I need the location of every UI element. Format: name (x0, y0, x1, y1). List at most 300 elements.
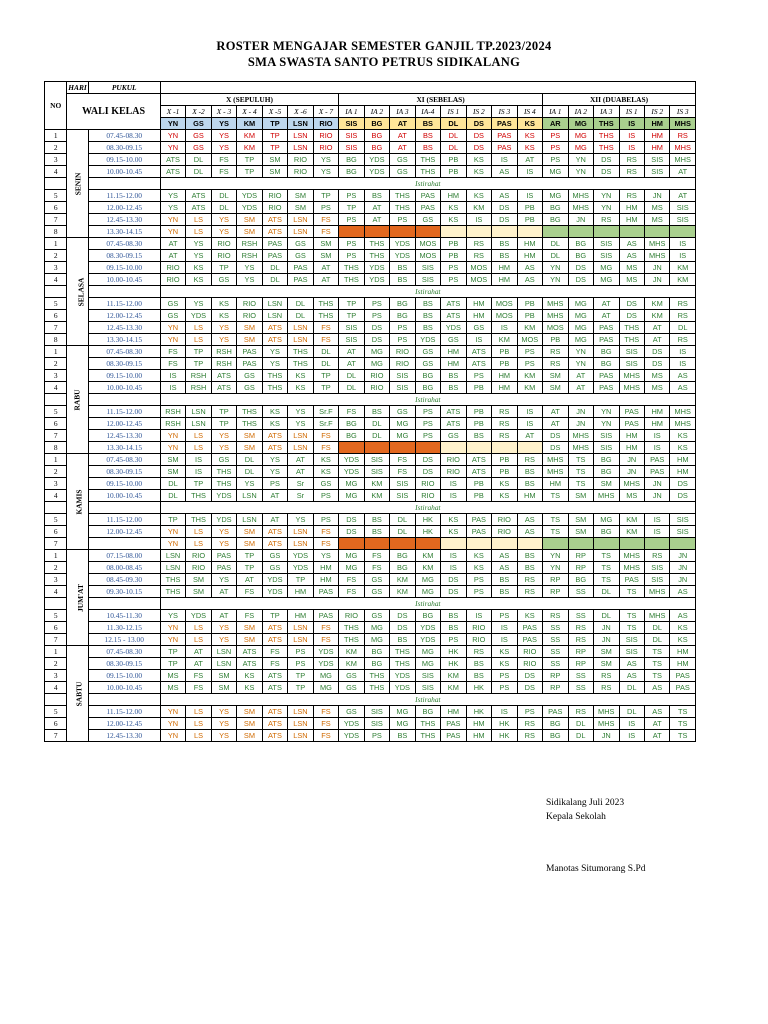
teacher-code: MHS (670, 406, 696, 418)
schedule-row (45, 478, 696, 490)
teacher-code: PAS (288, 274, 313, 286)
teacher-code: MG (313, 682, 338, 694)
teacher-code: PS (339, 190, 364, 202)
teacher-code: THS (237, 418, 262, 430)
teacher-code: AT (313, 262, 338, 274)
teacher-code: TP (313, 190, 338, 202)
teacher-code: THS (364, 238, 389, 250)
row-no-blank (45, 598, 67, 610)
teacher-code: IS (466, 610, 491, 622)
teacher-code: IS (670, 346, 696, 358)
teacher-code (390, 538, 415, 550)
teacher-code: MS (644, 214, 669, 226)
time-slot: 12.00-12.45 (88, 202, 160, 214)
teacher-code: SM (568, 514, 593, 526)
teacher-code: TP (211, 406, 236, 418)
teacher-code: LSN (288, 322, 313, 334)
teacher-code: RIO (415, 478, 440, 490)
teacher-code: AT (644, 718, 669, 730)
teacher-code: HM (492, 370, 517, 382)
schedule-row (45, 550, 696, 562)
teacher-code: HM (441, 706, 466, 718)
wali-code: GS (186, 118, 211, 130)
teacher-code: YS (288, 514, 313, 526)
teacher-code: RS (594, 670, 619, 682)
teacher-code: ATS (466, 466, 491, 478)
teacher-code: DS (543, 442, 568, 454)
teacher-code: TS (594, 574, 619, 586)
teacher-code: JN (594, 634, 619, 646)
teacher-code: AT (594, 310, 619, 322)
teacher-code: RIO (339, 610, 364, 622)
teacher-code: YS (211, 634, 236, 646)
teacher-code: DL (288, 310, 313, 322)
teacher-code: RIO (211, 250, 236, 262)
teacher-code: JN (568, 214, 593, 226)
teacher-code: RSH (237, 238, 262, 250)
teacher-code: BG (415, 370, 440, 382)
schedule-row (45, 658, 696, 670)
teacher-code: MHS (594, 490, 619, 502)
teacher-code: YN (568, 358, 593, 370)
row-number: 7 (45, 322, 67, 334)
teacher-code: BG (339, 418, 364, 430)
teacher-code: KS (441, 202, 466, 214)
teacher-code: FS (313, 622, 338, 634)
teacher-code: GS (390, 154, 415, 166)
teacher-code: FS (186, 682, 211, 694)
teacher-code: MOS (466, 274, 491, 286)
teacher-code: YN (160, 322, 185, 334)
teacher-code: LS (186, 538, 211, 550)
wali-code: MHS (670, 118, 696, 130)
teacher-code: THS (619, 322, 644, 334)
row-number: 8 (45, 226, 67, 238)
teacher-code: SM (262, 154, 287, 166)
schedule-row (45, 730, 696, 742)
teacher-code: KM (517, 322, 542, 334)
teacher-code: LSN (211, 646, 236, 658)
schedule-row (45, 706, 696, 718)
teacher-code: FS (364, 550, 389, 562)
teacher-code: KM (237, 130, 262, 142)
teacher-code: PAS (644, 454, 669, 466)
teacher-code: SIS (339, 334, 364, 346)
teacher-code (466, 538, 491, 550)
row-number: 7 (45, 538, 67, 550)
teacher-code: RSH (160, 406, 185, 418)
teacher-code: ATS (262, 214, 287, 226)
teacher-code: PB (466, 418, 491, 430)
teacher-code: PAS (211, 550, 236, 562)
teacher-code: GS (415, 214, 440, 226)
teacher-code: MOS (543, 322, 568, 334)
teacher-code: AS (517, 526, 542, 538)
teacher-code: KS (466, 166, 491, 178)
teacher-code: GS (339, 682, 364, 694)
teacher-code: BG (390, 562, 415, 574)
teacher-code: YS (313, 154, 338, 166)
teacher-code: AT (339, 346, 364, 358)
schedule-row (45, 454, 696, 466)
teacher-code: PAS (211, 562, 236, 574)
teacher-code: MG (390, 430, 415, 442)
teacher-code (339, 226, 364, 238)
teacher-code: DL (441, 130, 466, 142)
teacher-code: GS (288, 238, 313, 250)
teacher-code: PAS (594, 322, 619, 334)
teacher-code: YS (160, 190, 185, 202)
teacher-code: MG (415, 574, 440, 586)
teacher-code: HM (466, 730, 491, 742)
schedule-row (45, 514, 696, 526)
teacher-code: FS (313, 214, 338, 226)
teacher-code: JN (619, 466, 644, 478)
teacher-code: JN (594, 730, 619, 742)
teacher-code: FS (313, 718, 338, 730)
teacher-code: ATS (211, 370, 236, 382)
teacher-code: PS (313, 490, 338, 502)
teacher-code (594, 538, 619, 550)
teacher-code: RS (568, 706, 593, 718)
teacher-code: KM (670, 262, 696, 274)
teacher-code: SM (237, 706, 262, 718)
teacher-code (517, 442, 542, 454)
teacher-code: MG (568, 334, 593, 346)
teacher-code: HM (619, 202, 644, 214)
teacher-code: MHS (594, 706, 619, 718)
teacher-code: DS (619, 310, 644, 322)
teacher-code: FS (160, 358, 185, 370)
wali-code: PAS (492, 118, 517, 130)
teacher-code: SM (237, 442, 262, 454)
schedule-row (45, 382, 696, 394)
teacher-code: DS (466, 130, 491, 142)
teacher-code: LSN (288, 706, 313, 718)
teacher-code: SIS (594, 430, 619, 442)
teacher-code: DS (390, 610, 415, 622)
teacher-code: KS (262, 418, 287, 430)
teacher-code: IS (517, 166, 542, 178)
teacher-code: AT (644, 334, 669, 346)
teacher-code: TP (288, 670, 313, 682)
teacher-code: SM (313, 250, 338, 262)
teacher-code: BS (364, 190, 389, 202)
teacher-code: IS (186, 454, 211, 466)
teacher-code: YN (543, 262, 568, 274)
teacher-code: LSN (211, 658, 236, 670)
teacher-code: SS (568, 682, 593, 694)
teacher-code: RS (466, 646, 491, 658)
teacher-code: HM (466, 718, 491, 730)
teacher-code: AS (670, 382, 696, 394)
teacher-code: PB (492, 346, 517, 358)
teacher-code: PAS (313, 586, 338, 598)
teacher-code: SM (594, 658, 619, 670)
teacher-code (670, 226, 696, 238)
teacher-code: MG (339, 478, 364, 490)
teacher-code: YS (262, 346, 287, 358)
teacher-code: AT (339, 358, 364, 370)
wali-kelas-header: WALI KELAS (67, 94, 160, 130)
teacher-code: FS (339, 406, 364, 418)
teacher-code: KS (466, 190, 491, 202)
break-label: Istirahat (160, 598, 695, 610)
class-label: IA 1 (543, 106, 568, 118)
time-slot: 09.15-10.00 (88, 670, 160, 682)
teacher-code: SIS (594, 442, 619, 454)
teacher-code: SM (568, 526, 593, 538)
teacher-code: GS (186, 130, 211, 142)
schedule-row (45, 226, 696, 238)
teacher-code: PAS (441, 718, 466, 730)
schedule-row (45, 646, 696, 658)
teacher-code: MHS (670, 154, 696, 166)
teacher-code: AT (594, 298, 619, 310)
teacher-code: PS (262, 478, 287, 490)
schedule-row (45, 142, 696, 154)
break-label: Istirahat (160, 286, 695, 298)
break-row (45, 502, 696, 514)
teacher-code: JN (644, 478, 669, 490)
time-slot: 09.15-10.00 (88, 262, 160, 274)
wali-code: SIS (339, 118, 364, 130)
row-number: 3 (45, 154, 67, 166)
teacher-code: BS (517, 478, 542, 490)
teacher-code: SIS (364, 466, 389, 478)
teacher-code: PS (492, 610, 517, 622)
row-number: 2 (45, 358, 67, 370)
no-header: NO (45, 82, 67, 130)
teacher-code: YN (160, 526, 185, 538)
teacher-code: THS (415, 718, 440, 730)
teacher-code: KM (415, 550, 440, 562)
day-name (67, 130, 88, 238)
teacher-code (568, 538, 593, 550)
teacher-code: DL (619, 682, 644, 694)
teacher-code: KS (313, 454, 338, 466)
teacher-code: DL (211, 202, 236, 214)
teacher-code: TS (670, 730, 696, 742)
teacher-code: HM (492, 274, 517, 286)
schedule-row (45, 130, 696, 142)
row-number: 5 (45, 706, 67, 718)
teacher-code: PAS (288, 262, 313, 274)
teacher-code: LSN (288, 634, 313, 646)
row-no-blank (45, 286, 67, 298)
time-slot: 12.00-12.45 (88, 418, 160, 430)
row-number: 1 (45, 454, 67, 466)
teacher-code: YS (186, 238, 211, 250)
teacher-code: FS (237, 586, 262, 598)
teacher-code: BG (568, 250, 593, 262)
teacher-code: AT (237, 574, 262, 586)
schedule-row (45, 562, 696, 574)
teacher-code: JN (670, 562, 696, 574)
teacher-code: TS (568, 478, 593, 490)
teacher-code: BG (594, 358, 619, 370)
teacher-code: LSN (288, 430, 313, 442)
teacher-code: HM (670, 646, 696, 658)
teacher-code: HM (313, 562, 338, 574)
teacher-code: RS (517, 574, 542, 586)
signature-name: Manotas Situmorang S.Pd (546, 864, 646, 874)
teacher-code: SIS (415, 670, 440, 682)
teacher-code: RS (466, 250, 491, 262)
teacher-code: SIS (670, 202, 696, 214)
teacher-code: RS (670, 334, 696, 346)
teacher-code: PS (543, 154, 568, 166)
teacher-code: ATS (211, 382, 236, 394)
teacher-code: SS (543, 634, 568, 646)
teacher-code: TP (160, 646, 185, 658)
teacher-code: HM (441, 190, 466, 202)
teacher-code: KM (339, 658, 364, 670)
time-slot: 11.15-12.00 (88, 706, 160, 718)
teacher-code: MHS (619, 478, 644, 490)
teacher-code: KS (441, 214, 466, 226)
teacher-code: AT (364, 214, 389, 226)
teacher-code: DL (441, 142, 466, 154)
time-slot: 10.00-10.45 (88, 274, 160, 286)
time-slot: 08.30-09.15 (88, 142, 160, 154)
teacher-code (644, 226, 669, 238)
signature-role: Kepala Sekolah (546, 812, 606, 822)
schedule-row (45, 154, 696, 166)
teacher-code: MHS (543, 310, 568, 322)
teacher-code: BS (415, 322, 440, 334)
teacher-code: AT (364, 202, 389, 214)
teacher-code: THS (415, 166, 440, 178)
class-label: IS 1 (619, 106, 644, 118)
teacher-code: RIO (262, 190, 287, 202)
row-number: 3 (45, 478, 67, 490)
teacher-code: SIS (390, 370, 415, 382)
teacher-code: Sr (288, 478, 313, 490)
teacher-code: TP (339, 310, 364, 322)
schedule-row (45, 718, 696, 730)
teacher-code: PB (441, 154, 466, 166)
teacher-code: AS (619, 670, 644, 682)
teacher-code: YN (160, 334, 185, 346)
teacher-code (492, 442, 517, 454)
class-label: IA 2 (364, 106, 389, 118)
teacher-code: BS (364, 526, 389, 538)
teacher-code: YN (160, 622, 185, 634)
teacher-code: IS (644, 442, 669, 454)
teacher-code: FS (313, 730, 338, 742)
teacher-code: IS (644, 526, 669, 538)
teacher-code: AS (517, 514, 542, 526)
teacher-code: DL (543, 238, 568, 250)
teacher-code: JN (644, 262, 669, 274)
wali-code: DS (466, 118, 491, 130)
teacher-code: PAS (415, 202, 440, 214)
teacher-code: AT (160, 238, 185, 250)
wali-code: BG (364, 118, 389, 130)
teacher-code: FS (313, 226, 338, 238)
teacher-code: MHS (619, 562, 644, 574)
teacher-code: YS (186, 250, 211, 262)
teacher-code: TP (288, 574, 313, 586)
teacher-code: TP (262, 130, 287, 142)
teacher-code (339, 538, 364, 550)
teacher-code: RS (619, 190, 644, 202)
teacher-code: AS (670, 586, 696, 598)
teacher-code: KS (237, 682, 262, 694)
teacher-code: ATS (237, 646, 262, 658)
time-slot: 11.15-12.00 (88, 298, 160, 310)
schedule-row (45, 310, 696, 322)
teacher-code: FS (390, 454, 415, 466)
teacher-code: SIS (619, 634, 644, 646)
teacher-code: SM (211, 682, 236, 694)
class-label: IS 3 (492, 106, 517, 118)
teacher-code: SS (543, 646, 568, 658)
roster-table (44, 81, 696, 742)
teacher-code: HM (619, 442, 644, 454)
teacher-code: GS (364, 574, 389, 586)
teacher-code: DS (441, 586, 466, 598)
teacher-code: AT (211, 610, 236, 622)
teacher-code: DL (262, 274, 287, 286)
teacher-code: KM (415, 562, 440, 574)
teacher-code: PS (415, 406, 440, 418)
teacher-code: HM (466, 310, 491, 322)
class-label: IA 3 (390, 106, 415, 118)
teacher-code: MHS (670, 142, 696, 154)
teacher-code: SIS (619, 358, 644, 370)
teacher-code: RIO (441, 466, 466, 478)
teacher-code: BG (594, 466, 619, 478)
teacher-code: IS (466, 334, 491, 346)
teacher-code: KS (492, 490, 517, 502)
teacher-code: PAS (594, 334, 619, 346)
teacher-code: THS (339, 622, 364, 634)
teacher-code: MS (619, 274, 644, 286)
teacher-code: LS (186, 322, 211, 334)
teacher-code: SM (594, 646, 619, 658)
teacher-code: HK (492, 730, 517, 742)
teacher-code: THS (390, 658, 415, 670)
teacher-code: AS (644, 706, 669, 718)
teacher-code: YN (543, 562, 568, 574)
teacher-code: AT (186, 646, 211, 658)
teacher-code: BG (543, 718, 568, 730)
class-group-1: X (SEPULUH) (160, 94, 338, 106)
break-label: Istirahat (160, 502, 695, 514)
teacher-code: ATS (262, 718, 287, 730)
teacher-code: PAS (543, 706, 568, 718)
teacher-code: YS (237, 274, 262, 286)
teacher-code: KM (517, 382, 542, 394)
teacher-code: KM (441, 682, 466, 694)
teacher-code: AT (390, 142, 415, 154)
signature-place-date: Sidikalang Juli 2023 (546, 798, 625, 808)
teacher-code: IS (492, 622, 517, 634)
teacher-code: SM (237, 730, 262, 742)
teacher-code: AS (492, 550, 517, 562)
schedule-row (45, 190, 696, 202)
teacher-code: Sr.F (313, 406, 338, 418)
teacher-code: JN (594, 622, 619, 634)
time-slot: 10.00-10.45 (88, 682, 160, 694)
hari-header: HARI (68, 82, 87, 92)
teacher-code: YS (211, 538, 236, 550)
teacher-code: DS (415, 466, 440, 478)
teacher-code: DL (313, 358, 338, 370)
teacher-code: IS (670, 358, 696, 370)
